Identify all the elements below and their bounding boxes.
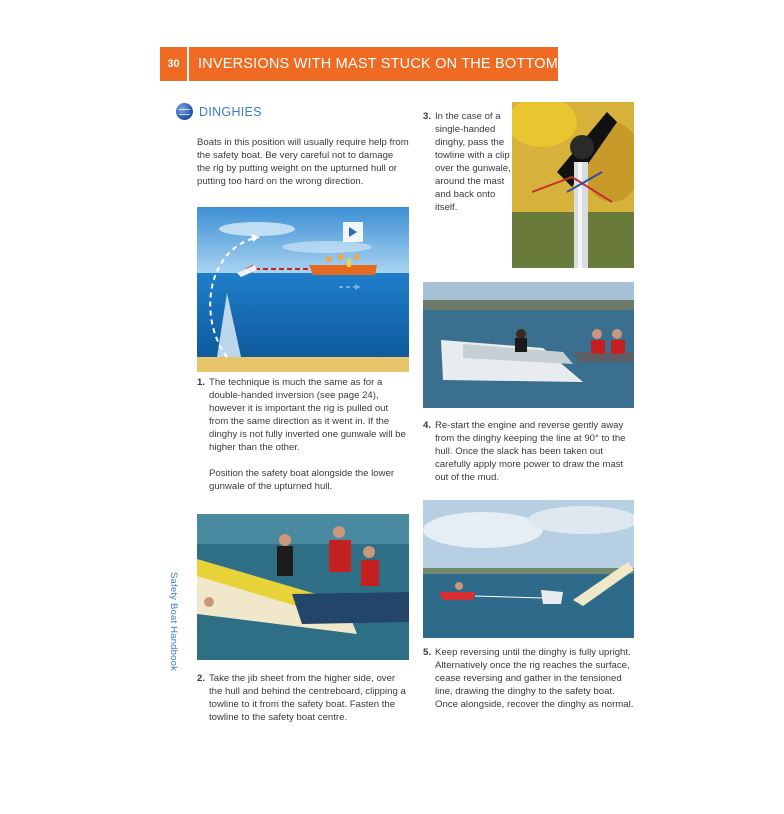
- step-number: 3.: [423, 111, 432, 122]
- book-title-sidebar: Safety Boat Handbook: [168, 572, 179, 672]
- step-text: Position the safety boat alongside the lower gunwale of the upturned hull.: [209, 468, 395, 492]
- step-text: Take the jib sheet from the higher side, over the hull and behind the centreboard, clipping a towline to it from the safety boat. Fasten the towline to the safety boat centre.: [209, 673, 406, 723]
- inversion-diagram: [197, 207, 409, 372]
- step-text: The technique is much the same as for a double-handed inversion (see page 24), however it is important the rig is pulled out from the same direction as it went in. If the dinghy is not fully inverted one gunwale will be higher than the other.: [209, 377, 406, 453]
- photo-crew-righting-dinghy: [197, 514, 409, 660]
- step-text: Re-start the engine and reverse gently away from the dinghy keeping the line at 90° to the hull. Once the slack has been taken out carefully apply more power to draw the mast out of the mud.: [435, 420, 626, 483]
- step-2: [197, 672, 409, 724]
- step-number: 5.: [423, 647, 432, 658]
- globe-icon: [176, 103, 193, 120]
- chapter-header: [160, 47, 558, 81]
- photo-capsized-dinghy: [423, 282, 634, 408]
- step-text: In the case of a single-handed dinghy, pass the towline with a clip over the gunwale, around the mast and back onto itself.: [435, 111, 511, 213]
- intro-text: Boats in this position will usually require help from the safety boat. Be very careful not to damage the rig by putting weight on the upturned hull or putting too hard on the wrong direction.: [197, 137, 409, 187]
- step-3: [423, 110, 511, 214]
- section-title: DINGHIES: [199, 104, 262, 119]
- step-number: 2.: [197, 673, 206, 684]
- step-number: 1.: [197, 377, 206, 388]
- step-4: [423, 419, 635, 484]
- photo-dinghy-upright: [423, 500, 634, 638]
- section-heading: [176, 103, 262, 120]
- step-text: Keep reversing until the dinghy is fully upright. Alternatively once the rig reaches the surface, cease reversing and gather in the tensioned line, drawing the dinghy to the safety boat. Once alongside, recover the dinghy as normal.: [435, 647, 634, 710]
- intro-paragraph: [197, 136, 409, 188]
- photo-mast-clip: [512, 102, 634, 268]
- page-number: 30: [160, 47, 189, 81]
- chapter-title: INVERSIONS WITH MAST STUCK ON THE BOTTOM: [197, 56, 558, 72]
- step-1: [197, 376, 409, 493]
- step-5: [423, 646, 635, 711]
- step-number: 4.: [423, 420, 432, 431]
